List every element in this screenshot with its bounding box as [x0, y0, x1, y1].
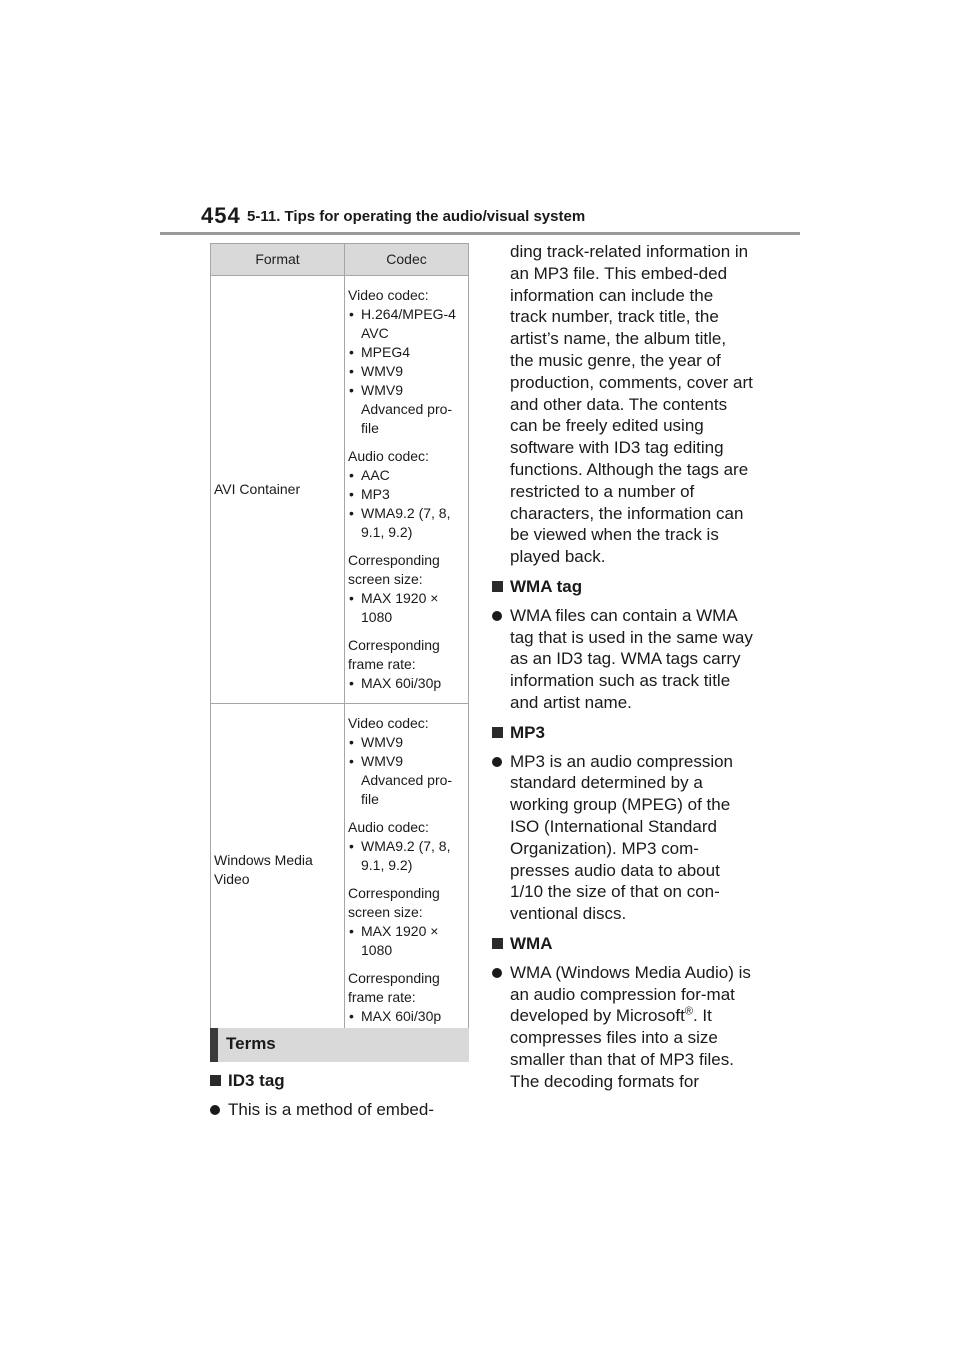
codec-group — [348, 818, 466, 875]
left-column-text — [210, 1070, 472, 1121]
section-title: 5-11. Tips for operating the audio/visual system — [247, 208, 586, 225]
table-header-row — [211, 244, 469, 276]
paragraph-text: MP3 is an audio compression standard determined by a working group (MPEG) of the ISO (International Standard Organization). MP3 com-presses audio data to about 1/10 the size of that on con-ventional discs. — [510, 751, 734, 924]
codec-group — [348, 447, 466, 542]
wma-heading — [492, 933, 754, 955]
codec-item: • WMA9.2 (7, 8, 9.1, 9.2) — [348, 837, 466, 875]
registered-mark: ® — [684, 1005, 693, 1018]
group-title: Audio codec: — [348, 448, 429, 464]
group-title: Corresponding screen size: — [348, 885, 440, 920]
codec-item: • WMV9 — [348, 733, 466, 752]
table-row — [211, 704, 469, 1037]
codec-item: • AAC — [348, 466, 466, 485]
wma-tag-paragraph — [492, 605, 754, 714]
codec-item: • MAX 60i/30p — [348, 1007, 466, 1026]
heading-text: ID3 tag — [228, 1071, 285, 1090]
group-title: Audio codec: — [348, 819, 429, 835]
codec-group — [348, 636, 466, 693]
wma-tag-heading — [492, 576, 754, 598]
codec-item: • MPEG4 — [348, 343, 466, 362]
round-bullet-icon — [210, 1105, 220, 1115]
id3-tag-heading — [210, 1070, 472, 1092]
codec-item: • MAX 1920 × 1080 — [348, 922, 466, 960]
id3-paragraph-start — [210, 1099, 472, 1121]
round-bullet-icon — [492, 968, 502, 978]
right-column-text — [492, 241, 754, 1092]
codec-group — [348, 714, 466, 809]
codec-item: • MAX 1920 × 1080 — [348, 589, 466, 627]
square-bullet-icon — [492, 727, 503, 738]
id3-paragraph-cont — [492, 241, 754, 568]
codec-group — [348, 884, 466, 960]
codec-group — [348, 286, 466, 438]
paragraph-text-cont: . It compresses files into a size smaller than that of MP3 files. The decoding formats for — [510, 1006, 734, 1091]
paragraph-text: WMA files can contain a WMA tag that is used in the same way as an ID3 tag. WMA tags carry information such as track title and artist name. — [510, 605, 753, 712]
square-bullet-icon — [492, 581, 503, 592]
codec-item: • WMV9 Advanced pro-file — [348, 381, 466, 438]
wma-paragraph — [492, 962, 754, 1093]
mp3-paragraph — [492, 751, 754, 925]
codec-item: • MP3 — [348, 485, 466, 504]
terms-accent-bar — [210, 1028, 218, 1062]
page-number: 454 — [201, 203, 241, 228]
format-cell: AVI Container — [211, 276, 345, 704]
heading-text: WMA — [510, 933, 553, 953]
group-title: Video codec: — [348, 715, 429, 731]
group-title: Corresponding frame rate: — [348, 970, 440, 1005]
format-cell: Windows Media Video — [211, 704, 345, 1037]
terms-section-header — [210, 1028, 469, 1062]
heading-text: MP3 — [510, 722, 545, 742]
square-bullet-icon — [210, 1075, 221, 1086]
mp3-heading — [492, 722, 754, 744]
codec-group — [348, 551, 466, 627]
round-bullet-icon — [492, 757, 502, 767]
col-format-header: Format — [211, 244, 345, 276]
group-title: Corresponding screen size: — [348, 552, 440, 587]
codec-group — [348, 969, 466, 1026]
codec-table — [210, 243, 469, 1037]
table-row — [211, 276, 469, 704]
group-title: Video codec: — [348, 287, 429, 303]
terms-heading: Terms — [226, 1034, 276, 1053]
codec-item: • WMV9 Advanced pro-file — [348, 752, 466, 809]
paragraph-text: This is a method of embed- — [228, 1099, 434, 1119]
codec-item: • MAX 60i/30p — [348, 674, 466, 693]
codec-cell — [345, 704, 469, 1037]
paragraph-text: WMA (Windows Media Audio) is an audio compression for-mat developed by Microsoft — [510, 962, 751, 1026]
paragraph-text: ding track-related information in an MP3 file. This embed-ded information can include the track number, track title, the artist’s name, the album title, the music genre, the year of production, comments, cover art and other data. The contents can be freely edited using software with ID3 tag editing functions. Although the tags are restricted to a number of characters, the information can be viewed when the track is played back. — [510, 242, 753, 567]
codec-item: • H.264/MPEG-4 AVC — [348, 305, 466, 343]
heading-text: WMA tag — [510, 576, 583, 596]
round-bullet-icon — [492, 611, 502, 621]
codec-item: • WMV9 — [348, 362, 466, 381]
group-title: Corresponding frame rate: — [348, 637, 440, 672]
header-rule — [160, 232, 800, 235]
codec-cell — [345, 276, 469, 704]
col-codec-header: Codec — [345, 244, 469, 276]
codec-item: • WMA9.2 (7, 8, 9.1, 9.2) — [348, 504, 466, 542]
square-bullet-icon — [492, 938, 503, 949]
